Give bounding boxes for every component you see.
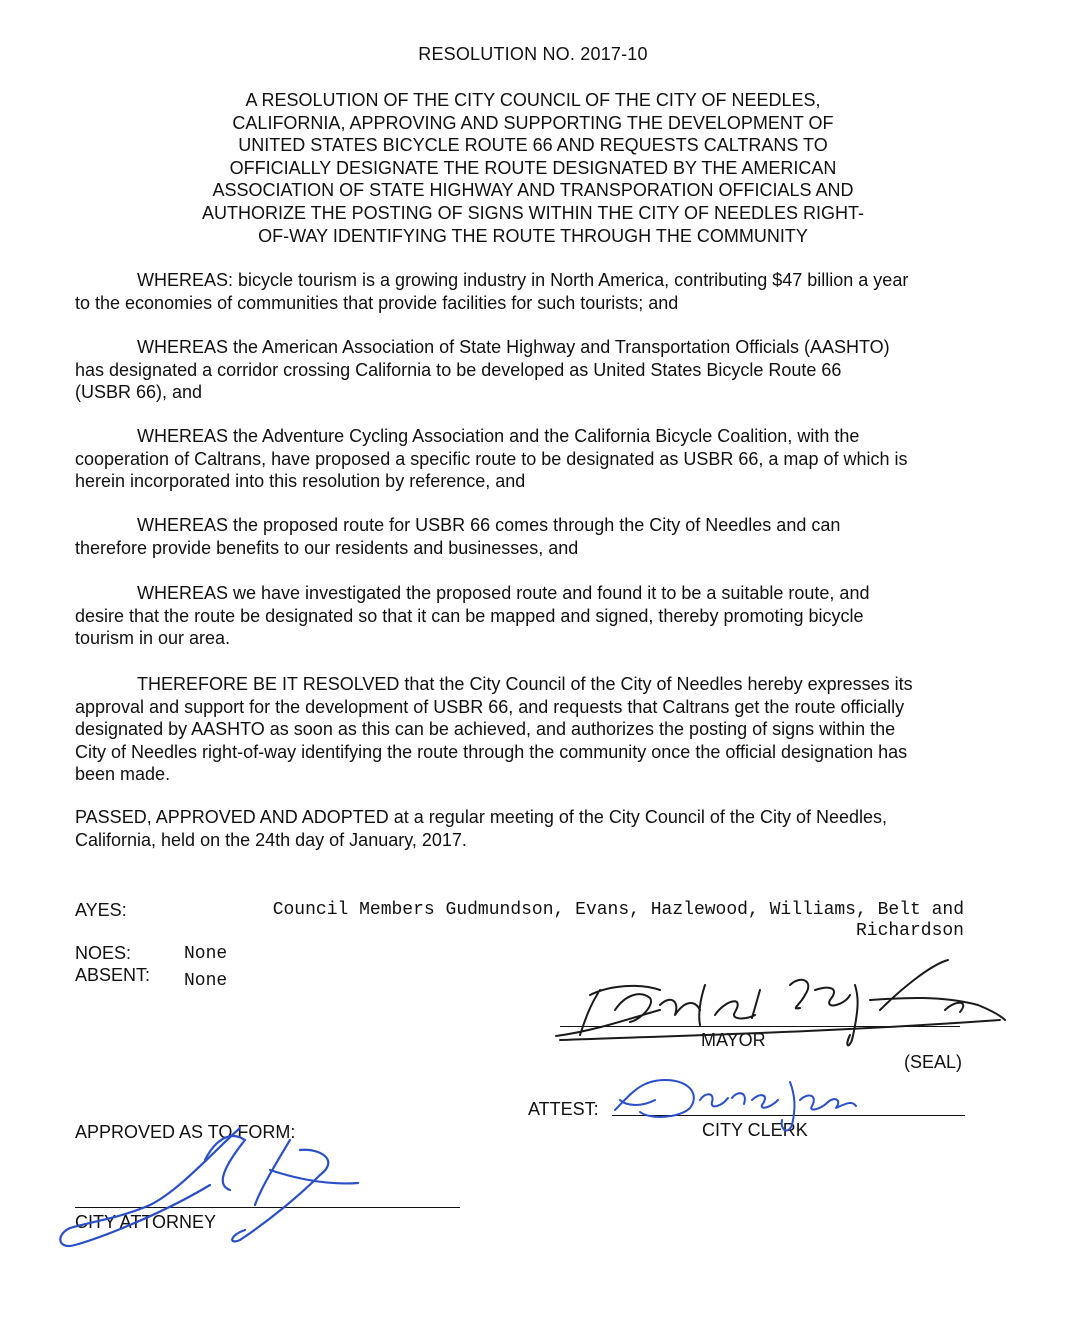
paragraph-line: tourism in our area. — [75, 628, 231, 648]
ayes-value: Richardson — [855, 921, 964, 941]
absent-value: None — [184, 971, 228, 991]
paragraph-line: to the economies of communities that provide facilities for such tourists; and — [75, 292, 679, 313]
ayes-value: Council Members Gudmundson, Evans, Hazlewood, Williams, Belt and — [272, 900, 964, 920]
seal-label: (SEAL) — [904, 1052, 963, 1072]
whereas-paragraph-4 — [75, 514, 975, 559]
title-line: ASSOCIATION OF STATE HIGHWAY AND TRANSPORATION OFFICIALS AND — [212, 180, 854, 201]
paragraph-line: WHEREAS we have investigated the proposed route and found it to be a suitable route, and — [137, 583, 870, 603]
noes-value: None — [184, 944, 228, 964]
title-line: CALIFORNIA, APPROVING AND SUPPORTING THE DEVELOPMENT OF — [232, 112, 834, 133]
title-line: A RESOLUTION OF THE CITY COUNCIL OF THE CITY OF NEEDLES, — [245, 90, 821, 110]
paragraph-line: City of Needles right-of-way identifying the route through the community once the official designation has — [75, 741, 908, 762]
ayes-label: AYES: — [75, 900, 127, 920]
paragraph-line: WHEREAS the American Association of State Highway and Transportation Officials (AASHTO) — [137, 337, 890, 357]
passed-paragraph — [75, 806, 975, 851]
whereas-paragraph-3 — [75, 425, 975, 493]
title-line: AUTHORIZE THE POSTING OF SIGNS WITHIN THE CITY OF NEEDLES RIGHT- — [201, 202, 865, 223]
paragraph-line: PASSED, APPROVED AND ADOPTED at a regular meeting of the City Council of the City of Needles, — [75, 807, 888, 827]
noes-label: NOES: — [75, 943, 132, 963]
paragraph-line: herein incorporated into this resolution by reference, and — [75, 471, 526, 491]
absent-label: ABSENT: — [75, 965, 151, 985]
paragraph-line: California, held on the 24th day of January, 2017. — [75, 829, 467, 850]
whereas-paragraph-2 — [75, 336, 975, 404]
ayes-members — [158, 900, 964, 942]
mayor-label: MAYOR — [701, 1030, 766, 1050]
paragraph-line: been made. — [75, 764, 171, 784]
resolution-number: RESOLUTION NO. 2017-10 — [418, 44, 648, 64]
city-clerk-signature-line — [612, 1115, 965, 1116]
city-clerk-label: CITY CLERK — [702, 1120, 808, 1140]
title-line: UNITED STATES BICYCLE ROUTE 66 AND REQUESTS CALTRANS TO — [238, 135, 828, 156]
therefore-paragraph — [75, 673, 975, 786]
paragraph-line: approval and support for the development of USBR 66, and requests that Caltrans get the route officially — [75, 696, 905, 717]
paragraph-line: desire that the route be designated so that it can be mapped and signed, thereby promoting bicycle — [75, 605, 864, 626]
paragraph-line: therefore provide benefits to our residents and businesses, and — [75, 537, 579, 558]
city-attorney-signature-line — [75, 1207, 460, 1208]
paragraph-line: cooperation of Caltrans, have proposed a specific route to be designated as USBR 66, a map of which is — [75, 448, 908, 469]
title-line: OFFICIALLY DESIGNATE THE ROUTE DESIGNATED BY THE AMERICAN — [229, 157, 837, 178]
mayor-signature — [556, 960, 1005, 1045]
whereas-paragraph-1 — [75, 269, 975, 314]
attest-label: ATTEST: — [528, 1099, 599, 1119]
paragraph-line: WHEREAS the proposed route for USBR 66 comes through the City of Needles and can — [137, 515, 841, 535]
city-attorney-label: CITY ATTORNEY — [75, 1212, 217, 1232]
title-line: OF-WAY IDENTIFYING THE ROUTE THROUGH THE COMMUNITY — [258, 225, 808, 246]
mayor-signature-line — [560, 1026, 960, 1027]
paragraph-line: WHEREAS the Adventure Cycling Association and the California Bicycle Coalition, with the — [137, 426, 860, 446]
whereas-paragraph-5 — [75, 582, 975, 650]
paragraph-line: designated by AASHTO as soon as this can be achieved, and authorizes the posting of signs within the — [75, 719, 896, 739]
paragraph-line: WHEREAS: bicycle tourism is a growing industry in North America, contributing $47 billion a year — [137, 270, 909, 290]
paragraph-line: has designated a corridor crossing California to be developed as United States Bicycle Route 66 — [75, 359, 842, 380]
approved-as-to-form-label: APPROVED AS TO FORM: — [75, 1122, 296, 1142]
paragraph-line: THEREFORE BE IT RESOLVED that the City Council of the City of Needles hereby expresses its — [137, 674, 913, 694]
resolution-title — [170, 89, 896, 247]
paragraph-line: (USBR 66), and — [75, 382, 203, 402]
